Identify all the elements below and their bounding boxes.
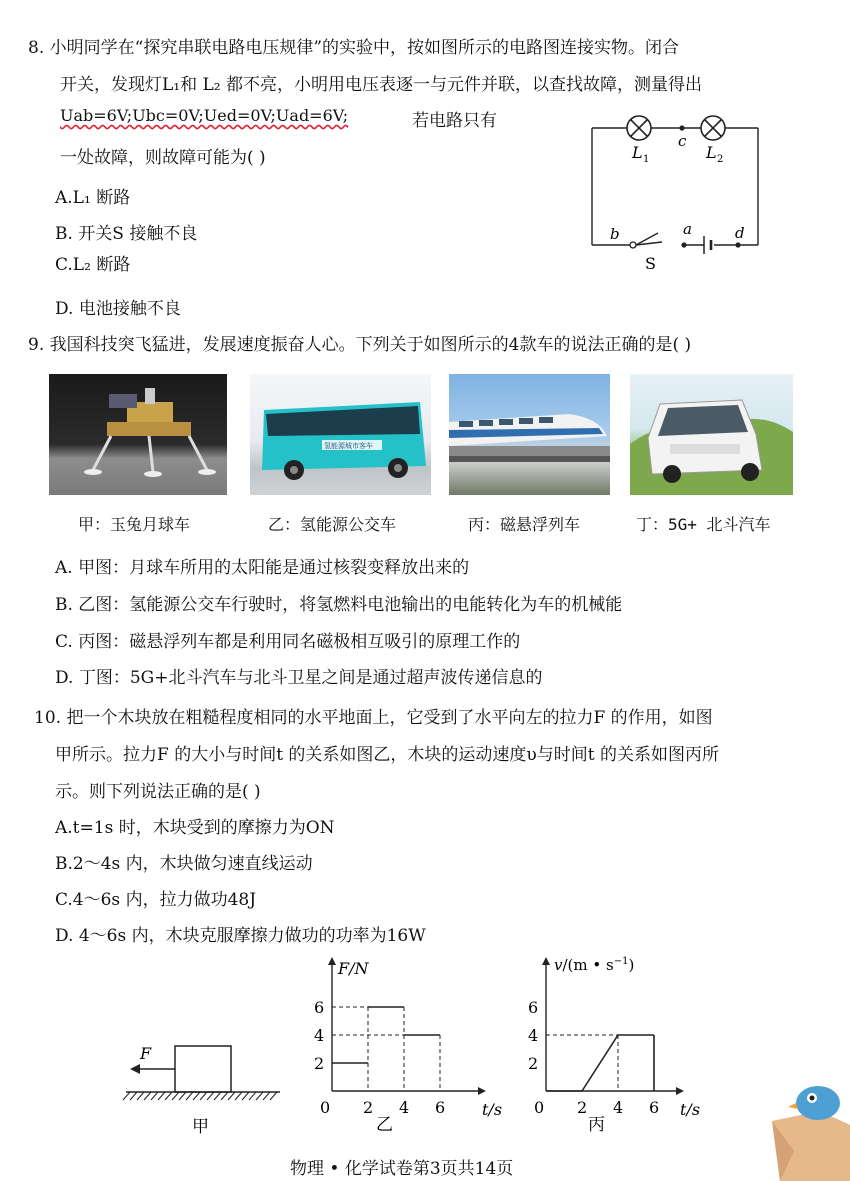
caption-jia: 甲：玉兔月球车 <box>78 515 191 534</box>
bird-mascot-icon <box>760 1081 850 1181</box>
ground-hatch-mark <box>214 1092 221 1100</box>
q10-line1: 10. 把一个木块放在粗糙程度相同的水平地面上，它受到了水平向左的拉力F 的作用，如图 <box>34 708 713 728</box>
ground-hatch-mark <box>263 1092 270 1100</box>
ground-hatch-mark <box>270 1092 277 1100</box>
ground-hatch-mark <box>165 1092 172 1100</box>
q9-option-c: C. 丙图：磁悬浮列车都是利用同名磁极相互吸引的原理工作的 <box>55 632 521 652</box>
ground-hatch-mark <box>242 1092 249 1100</box>
y-axis-arrow <box>328 957 336 965</box>
svg-text:2: 2 <box>717 154 724 165</box>
svg-text:d: d <box>735 224 745 242</box>
junction-a <box>681 242 686 247</box>
q8-tail: 若电路只有 <box>412 111 497 131</box>
ground-hatch-mark <box>193 1092 200 1100</box>
q8-line2: 开关，发现灯L₁和 L₂ 都不亮，小明用电压表逐一与元件并联，以查找故障，测量得出 <box>60 75 703 95</box>
caption-yi: 乙：氢能源公交车 <box>268 515 397 534</box>
ground-hatch-mark <box>123 1092 130 1100</box>
svg-text:S: S <box>645 254 656 273</box>
y-tick-label: 6 <box>314 998 325 1017</box>
junction-d <box>735 242 740 247</box>
caption-fig-yi: 乙 <box>376 1115 393 1135</box>
y-tick-label: 6 <box>528 998 539 1017</box>
q8-option-d: D. 电池接触不良 <box>55 299 181 319</box>
x-axis-label: t/s <box>482 1100 503 1119</box>
q10-line3: 示。则下列说法正确的是( ) <box>55 782 261 802</box>
y-tick-label: 4 <box>314 1026 325 1045</box>
svg-text:a: a <box>683 220 692 238</box>
x-tick-label: 4 <box>613 1098 624 1117</box>
q8-option-a: A.L₁ 断路 <box>55 188 131 208</box>
ground-hatch-mark <box>137 1092 144 1100</box>
x-tick-label: 0 <box>534 1098 545 1117</box>
y-tick-label: 2 <box>528 1054 539 1073</box>
switch-pivot <box>630 242 636 248</box>
photo-hydrogen-bus <box>250 374 431 495</box>
x-tick-label: 6 <box>649 1098 660 1117</box>
ground-hatch-mark <box>200 1092 207 1100</box>
page-footer: 物理 • 化学试卷第3页共14页 <box>290 1159 514 1179</box>
x-tick-label: 4 <box>399 1098 410 1117</box>
q10-option-c: C.4～6s 内，拉力做功48J <box>55 890 257 910</box>
ground-hatch-mark <box>158 1092 165 1100</box>
ground-hatch-mark <box>172 1092 179 1100</box>
svg-text:L: L <box>706 143 717 162</box>
ground-hatch-mark <box>207 1092 214 1100</box>
caption-ding: 丁：5G+ 北斗汽车 <box>636 515 771 534</box>
q10-option-d: D. 4～6s 内，木块克服摩擦力做功的功率为16W <box>55 926 426 946</box>
svg-text:F: F <box>140 1044 152 1063</box>
caption-fig-jia: 甲 <box>192 1117 209 1137</box>
circuit-diagram <box>580 112 780 272</box>
photo-maglev-train <box>449 374 610 495</box>
x-tick-label: 6 <box>435 1098 446 1117</box>
q8-measurements: Uab=6V;Ubc=0V;Ued=0V;Uad=6V; <box>60 106 349 125</box>
figure-jia-block <box>120 1030 300 1137</box>
q8-option-c: C.L₂ 断路 <box>55 255 131 275</box>
svg-text:L: L <box>632 143 643 162</box>
ground-hatch-mark <box>186 1092 193 1100</box>
svg-text:c: c <box>678 132 687 150</box>
x-axis-label: t/s <box>680 1100 701 1119</box>
q9-option-b: B. 乙图：氢能源公交车行驶时，将氢燃料电池输出的电能转化为车的机械能 <box>55 595 623 615</box>
y-axis-arrow <box>542 957 550 965</box>
q10-option-a: A.t=1s 时，木块受到的摩擦力为ON <box>55 818 335 838</box>
battery-icon <box>704 236 711 254</box>
y-axis-label: F/N <box>338 959 369 978</box>
q8-line4: 一处故障，则故障可能为( ) <box>60 148 266 168</box>
y-axis-label: v/(m • $s^{-1}$) <box>554 956 635 974</box>
y-tick-label: 4 <box>528 1026 539 1045</box>
x-tick-label: 2 <box>577 1098 588 1117</box>
x-tick-label: 2 <box>363 1098 374 1117</box>
photo-lunar-rover <box>49 374 227 495</box>
ground-hatch-mark <box>249 1092 256 1100</box>
svg-text:b: b <box>610 225 620 243</box>
q9-stem: 9. 我国科技突飞猛进，发展速度振奋人心。下列关于如图所示的4款车的说法正确的是( ) <box>28 335 692 355</box>
photo-beidou-car <box>630 374 793 495</box>
ground-hatch-mark <box>228 1092 235 1100</box>
velocity-line <box>546 1035 654 1091</box>
q10-line2: 甲所示。拉力F 的大小与时间t 的关系如图乙，木块的运动速度υ与时间t 的关系如图丙所 <box>55 745 720 765</box>
ground-hatch-mark <box>130 1092 137 1100</box>
x-tick-label: 0 <box>320 1098 331 1117</box>
caption-fig-bing: 丙 <box>588 1115 605 1135</box>
ground-hatch-mark <box>256 1092 263 1100</box>
q9-option-d: D. 丁图：5G+北斗汽车与北斗卫星之间是通过超声波传递信息的 <box>55 668 543 688</box>
ground-hatch-mark <box>235 1092 242 1100</box>
junction-c <box>679 125 684 130</box>
svg-text:1: 1 <box>643 154 650 165</box>
lamp-l1-icon <box>627 116 651 140</box>
q9-option-a: A. 甲图：月球车所用的太阳能是通过核裂变释放出来的 <box>55 558 470 578</box>
x-axis-arrow <box>676 1087 684 1095</box>
chart-force-time <box>300 954 503 1135</box>
q8-line1: 8. 小明同学在“探究串联电路电压规律”的实验中，按如图所示的电路图连接实物。闭合 <box>28 38 680 58</box>
ground-hatch-mark <box>179 1092 186 1100</box>
q8-option-b: B. 开关S 接触不良 <box>55 224 198 244</box>
ground-hatch-mark <box>144 1092 151 1100</box>
q10-option-b: B.2～4s 内，木块做匀速直线运动 <box>55 854 313 874</box>
x-axis-arrow <box>478 1087 486 1095</box>
ground-hatch-mark <box>151 1092 158 1100</box>
lamp-l2-icon <box>701 116 725 140</box>
y-tick-label: 2 <box>314 1054 325 1073</box>
svg-text:氢能源城市客车: 氢能源城市客车 <box>324 442 373 450</box>
ground-hatch-mark <box>221 1092 228 1100</box>
caption-bing: 丙：磁悬浮列车 <box>468 515 581 534</box>
chart-velocity-time <box>520 954 710 1134</box>
